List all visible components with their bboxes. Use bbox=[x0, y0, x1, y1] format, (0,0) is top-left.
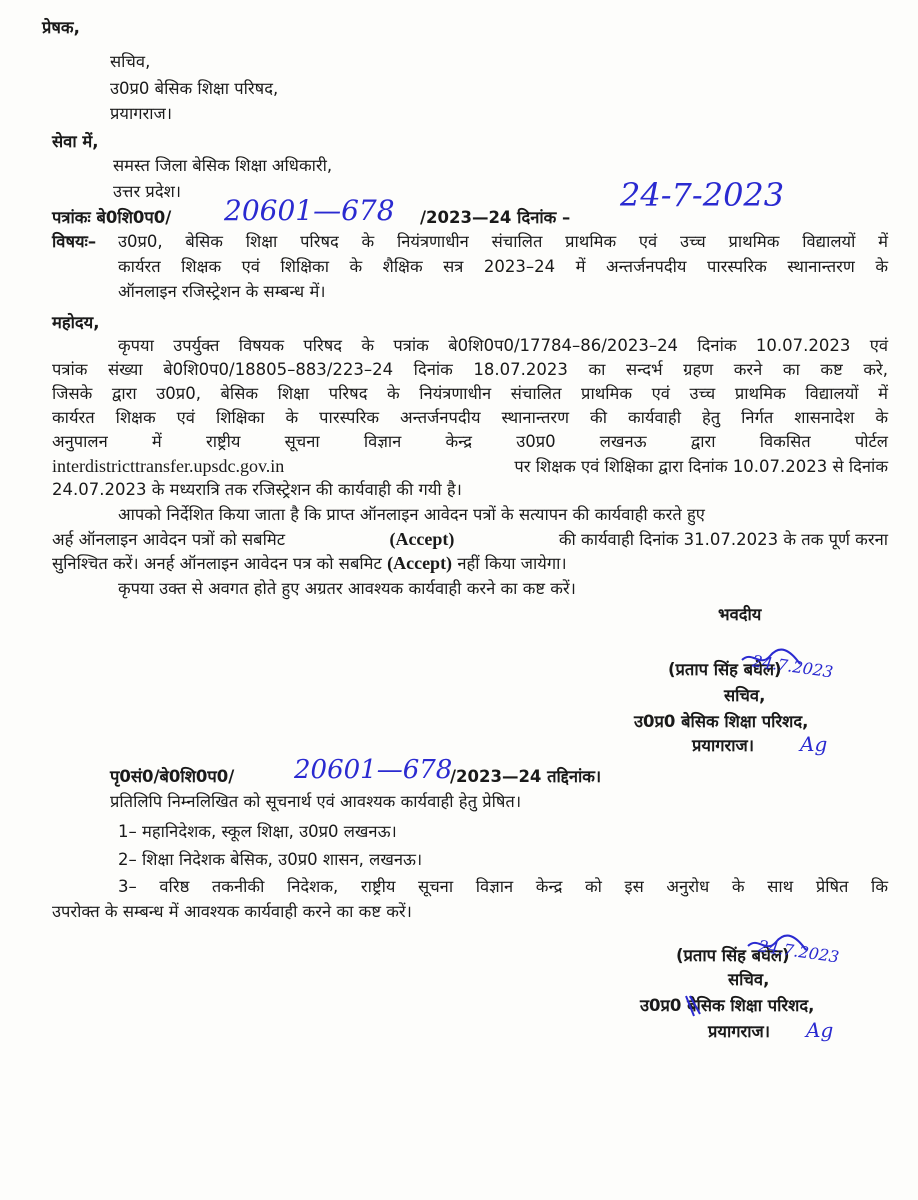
accept-term-2: (Accept) bbox=[387, 553, 453, 573]
letter-ref-date-label: दिनांक – bbox=[517, 208, 571, 227]
sender-designation: सचिव, bbox=[110, 52, 151, 71]
signatory-designation: सचिव, bbox=[724, 686, 766, 705]
body-p2-line2-a: अर्ह ऑनलाइन आवेदन पत्रों को सबमिट bbox=[52, 530, 286, 549]
signatory2-org: उ0प्र0 बेसिक शिक्षा परिशद, bbox=[640, 996, 815, 1015]
endorsement-handwritten-number: 20601—678 bbox=[294, 755, 453, 785]
signature1-handwritten-date: 24.7.2023 bbox=[751, 651, 835, 682]
signatory2-city: प्रयागराज। bbox=[708, 1022, 771, 1041]
endorsement-label: पृ0सं0/बे0शि0प0/ bbox=[110, 767, 235, 786]
endorsement-item2: 2– शिक्षा निदेशक बेसिक, उ0प्र0 शासन, लखनऊ। bbox=[118, 850, 423, 869]
endorsement-item1: 1– महानिदेशक, स्कूल शिक्षा, उ0प्र0 लखनऊ। bbox=[118, 822, 397, 841]
subject-line3: ऑनलाइन रजिस्ट्रेशन के सम्बन्ध में। bbox=[118, 282, 326, 301]
signatory2-name: (प्रताप सिंह बघेल) bbox=[676, 946, 790, 965]
body-p1-line4: कार्यरत शिक्षक एवं शिक्षिका के पारस्परिक अन्तर्जनपदीय स्थानान्तरण की कार्यवाही हेतु निर्गत शासनादेश के bbox=[52, 408, 888, 427]
body-p2-line2-b: की कार्यवाही दिनांक 31.07.2023 के तक पूर्ण करना bbox=[558, 530, 888, 549]
body-p1-line7: 24.07.2023 के मध्यरात्रि तक रजिस्ट्रेशन की कार्यवाही की गयी है। bbox=[52, 480, 462, 499]
recipient-line2: उत्तर प्रदेश। bbox=[113, 182, 182, 201]
body-p1-line2: पत्रांक संख्या बे0शि0प0/18805–883/223–24 दिनांक 18.07.2023 का सन्दर्भ ग्रहण करने का कष्ट करे, bbox=[52, 360, 888, 379]
letter-ref-handwritten-date: 24-7-2023 bbox=[620, 176, 785, 214]
sender-org: उ0प्र0 बेसिक शिक्षा परिषद, bbox=[110, 79, 279, 98]
sender-label: प्रेषक, bbox=[42, 18, 80, 37]
accept-term: (Accept) bbox=[389, 529, 455, 549]
signature2-initials: Ag bbox=[806, 1018, 834, 1042]
endorsement-item3-line2: उपरोक्त के सम्बन्ध में आवश्यक कार्यवाही करने का कष्ट करें। bbox=[52, 902, 412, 921]
signatory-name: (प्रताप सिंह बघेल) bbox=[668, 660, 782, 679]
letter-ref-handwritten-number: 20601—678 bbox=[224, 194, 395, 227]
signature2-overwrite bbox=[686, 996, 700, 1016]
signature1-stroke bbox=[742, 650, 800, 664]
portal-url: interdistricttransfer.upsdc.gov.in bbox=[52, 456, 285, 476]
subject-line1: उ0प्र0, बेसिक शिक्षा परिषद के नियंत्रणाधीन संचालित प्राथमिक एवं उच्च प्राथमिक विद्यालयों में bbox=[118, 232, 888, 251]
body-p2-line1: आपको निर्देशित किया जाता है कि प्राप्त ऑनलाइन आवेदन पत्रों के सत्यापन की कार्यवाही करते हुए bbox=[118, 505, 705, 524]
sender-city: प्रयागराज। bbox=[110, 104, 173, 123]
letter-ref-prefix: बे0शि0प0/ bbox=[96, 208, 172, 227]
letter-ref-session-text: /2023—24 bbox=[420, 208, 512, 227]
body-p1-line1: कृपया उपर्युक्त विषयक परिषद के पत्रांक बे0शि0प0/17784–86/2023–24 दिनांक 10.07.2023 एवं bbox=[118, 336, 888, 355]
signature2-stroke bbox=[748, 936, 806, 950]
body-p1-line6-rest: पर शिक्षक एवं शिक्षिका द्वारा दिनांक 10.07.2023 से दिनांक bbox=[514, 457, 888, 476]
recipient-line1: समस्त जिला बेसिक शिक्षा अधिकारी, bbox=[113, 156, 333, 175]
signatory2-designation: सचिव, bbox=[728, 970, 770, 989]
endorsement-session: /2023—24 तद्दिनांक। bbox=[450, 767, 602, 786]
subject-label: विषयः– bbox=[52, 232, 97, 251]
endorsement-intro: प्रतिलिपि निम्नलिखित को सूचनार्थ एवं आवश्यक कार्यवाही हेतु प्रेषित। bbox=[110, 792, 522, 811]
body-p2-line3-b: नहीं किया जायेगा। bbox=[457, 554, 567, 573]
closing: भवदीय bbox=[718, 605, 762, 624]
body-p2-line3-a: सुनिश्चित करें। अनर्ह ऑनलाइन आवेदन पत्र को सबमिट bbox=[52, 554, 382, 573]
signature1-initials: Ag bbox=[800, 732, 828, 756]
signatory-org: उ0प्र0 बेसिक शिक्षा परिशद, bbox=[634, 712, 809, 731]
recipient-label: सेवा में, bbox=[52, 132, 99, 151]
letter-ref-label-text: पत्रांकः bbox=[52, 208, 91, 227]
body-p1-line5: अनुपालन में राष्ट्रीय सूचना विज्ञान केन्द्र उ0प्र0 लखनऊ द्वारा विकसित पोर्टल bbox=[52, 432, 888, 451]
body-p1-line3: जिसके द्वारा उ0प्र0, बेसिक शिक्षा परिषद के नियंत्रणाधीन संचालित प्राथमिक एवं उच्च प्राथमिक विद्यालयों में bbox=[52, 384, 888, 403]
subject-line2: कार्यरत शिक्षक एवं शिक्षिका के शैक्षिक सत्र 2023–24 में अन्तर्जनपदीय पारस्परिक स्थानान्तरण के bbox=[118, 257, 888, 276]
endorsement-item3-line1: 3– वरिष्ठ तकनीकी निदेशक, राष्ट्रीय सूचना विज्ञान केन्द्र को इस अनुरोध के साथ प्रेषित कि bbox=[118, 877, 888, 896]
body-p3-line1: कृपया उक्त से अवगत होते हुए अग्रतर आवश्यक कार्यवाही करने का कष्ट करें। bbox=[118, 579, 576, 598]
signature2-handwritten-date: 24.7.2023 bbox=[757, 936, 841, 967]
salutation: महोदय, bbox=[52, 313, 100, 332]
signatory-city: प्रयागराज। bbox=[692, 736, 755, 755]
